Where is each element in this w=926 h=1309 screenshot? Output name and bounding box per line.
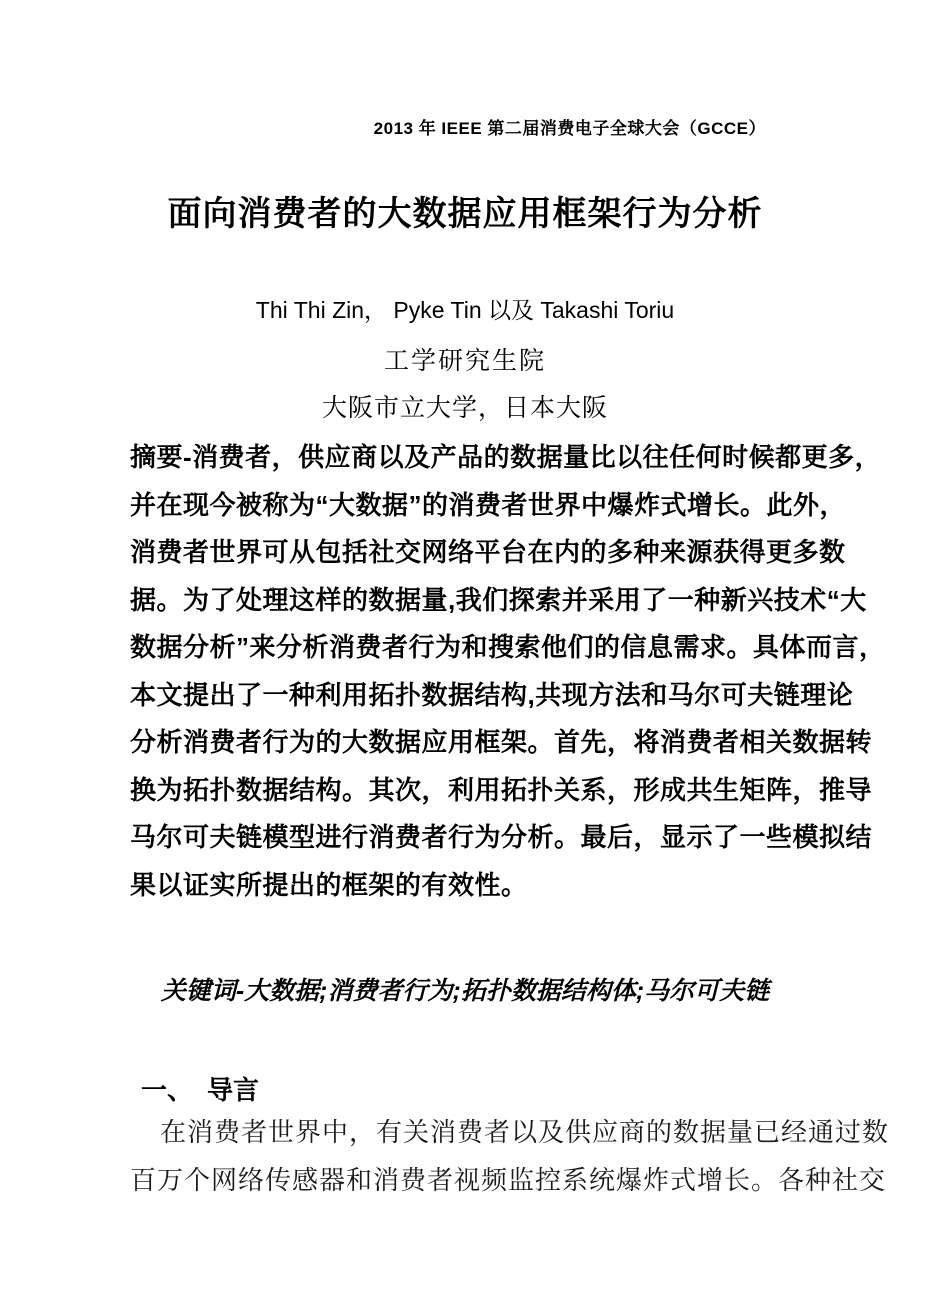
- section-number: 一、: [141, 1075, 194, 1105]
- abstract-line: 消费者世界可从包括社交网络平台在内的多种来源获得更多数: [130, 537, 846, 567]
- affiliation-institution: 大阪市立大学，日本大阪: [321, 394, 608, 422]
- paper-title: 面向消费者的大数据应用框架行为分析: [167, 195, 763, 233]
- introduction-paragraph: [130, 1109, 890, 1204]
- abstract-line: 据。为了处理这样的数据量,我们探索并采用了一种新兴技术“大: [130, 584, 867, 615]
- conference-header: 2013 年 IEEE 第二届消费电子全球大会（GCCE）: [373, 119, 766, 138]
- affiliation-department: 工学研究生院: [383, 347, 546, 375]
- section-title: 导言: [207, 1075, 260, 1105]
- abstract-line: 并在现今被称为“大数据”的消费者世界中爆炸式增长。此外，: [130, 489, 847, 520]
- abstract-line: 分析消费者行为的大数据应用框架。首先，将消费者相关数据转: [130, 727, 873, 757]
- intro-line: 在消费者世界中，有关消费者以及供应商的数据量已经通过数: [160, 1117, 890, 1147]
- abstract-line: 果以证实所提出的框架的有效性。: [130, 869, 528, 900]
- abstract-line: 数据分析”来分析消费者行为和搜索他们的信息需求。具体而言，: [130, 632, 886, 662]
- authors-line: Thi Thi Zin， Pyke Tin 以及 Takashi Toriu: [255, 297, 675, 323]
- keywords-line: 关键词-大数据;消费者行为;拓扑数据结构体;马尔可夫链: [160, 977, 770, 1005]
- abstract-line: 马尔可夫链模型进行消费者行为分析。最后，显示了一些模拟结: [130, 822, 873, 852]
- section-heading-introduction: [141, 1070, 259, 1107]
- abstract-paragraph: [130, 434, 886, 909]
- intro-line: 百万个网络传感器和消费者视频监控系统爆炸式增长。各种社交: [130, 1164, 887, 1195]
- abstract-line: 摘要-消费者，供应商以及产品的数据量比以往任何时候都更多，: [130, 442, 882, 472]
- abstract-line: 本文提出了一种利用拓扑数据结构,共现方法和马尔可夫链理论: [130, 679, 854, 710]
- abstract-line: 换为拓扑数据结构。其次，利用拓扑关系，形成共生矩阵，推导: [130, 774, 873, 805]
